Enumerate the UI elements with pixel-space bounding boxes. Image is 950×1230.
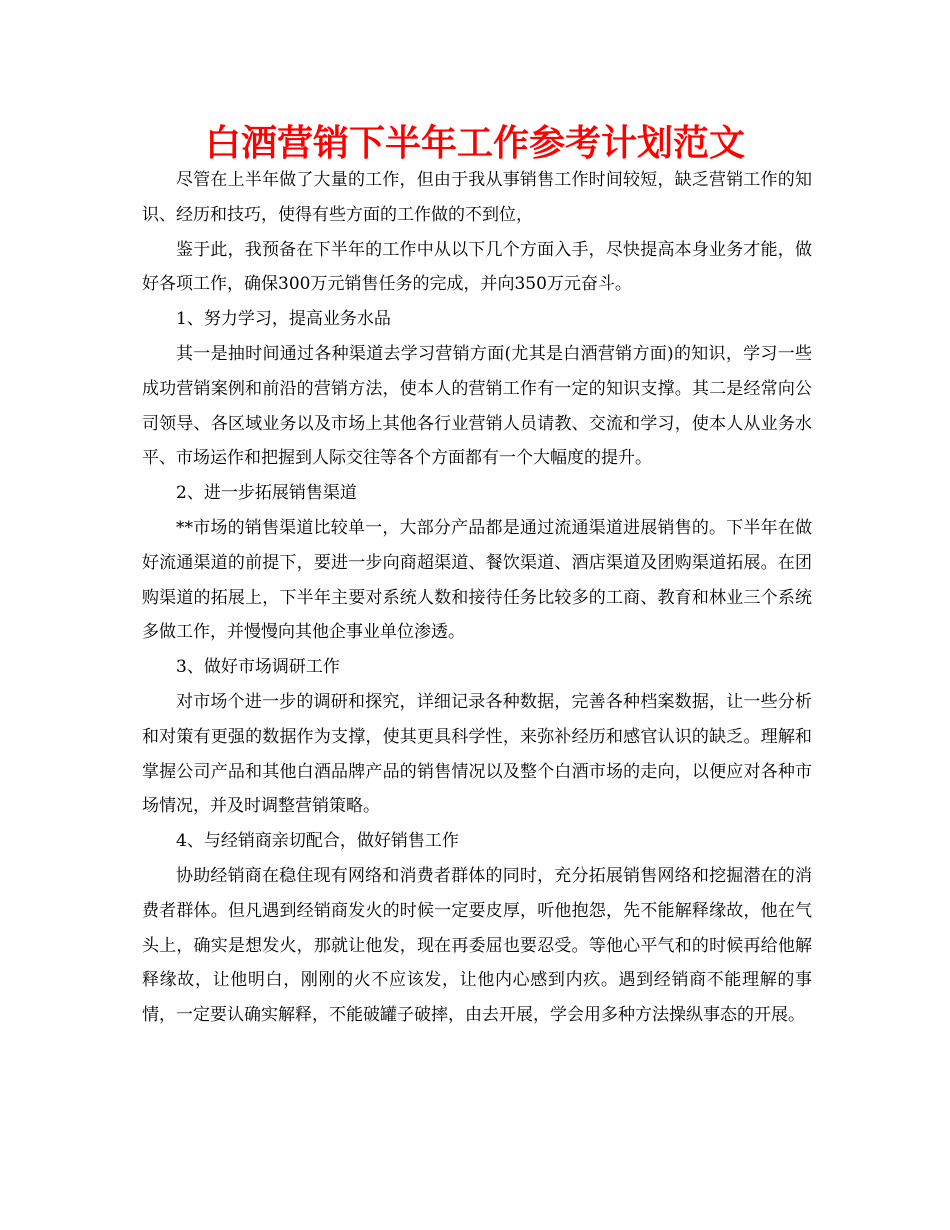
paragraph-section-4: 协助经销商在稳住现有网络和消费者群体的同时，充分拓展销售网络和挖掘潜在的消费者群体。但凡遇到经销商发火的时候一定要皮厚，听他抱怨，先不能解释缘故，他在气头上，确实是想发火，那就让他发，现在再委屈也要忍受。等他心平气和的时候再给他解释缘故，让他明白，刚刚的火不应该发，让他内心感到内疚。遇到经销商不能理解的事情，一定要认确实解释，不能破罐子破摔，由去开展，学会用多种方法操纵事态的开展。 xyxy=(142,865,812,1026)
paragraph-section-3: 对市场个进一步的调研和探究，详细记录各种数据，完善各种档案数据，让一些分析和对策有更强的数据作为支撑，使其更具科学性，来弥补经历和感官认识的缺乏。理解和掌握公司产品和其他白酒品牌产品的销售情况以及整个白酒市场的走向，以便应对各种市场情况，并及时调整营销策略。 xyxy=(142,691,812,817)
section-heading-2: 2、进一步拓展销售渠道 xyxy=(176,483,357,504)
paragraph-goal: 鉴于此，我预备在下半年的工作中从以下几个方面入手，尽快提高本身业务才能，做好各项工作，确保300万元销售任务的完成，并向350万元奋斗。 xyxy=(142,239,812,295)
document-title: 白酒营销下半年工作参考计划范文 xyxy=(204,123,745,164)
document-body xyxy=(142,163,812,1033)
paragraph-section-2: **市场的销售渠道比较单一，大部分产品都是通过流通渠道进展销售的。下半年在做好流通渠道的前提下，要进一步向商超渠道、餐饮渠道、酒店渠道及团购渠道拓展。在团购渠道的拓展上，下半年主要对系统人数和接待任务比较多的工商、教育和林业三个系统多做工作，并慢慢向其他企事业单位渗透。 xyxy=(142,517,812,643)
paragraph-intro: 尽管在上半年做了大量的工作，但由于我从事销售工作时间较短，缺乏营销工作的知识、经历和技巧，使得有些方面的工作做的不到位， xyxy=(142,170,812,225)
section-heading-3: 3、做好市场调研工作 xyxy=(176,657,340,678)
paragraph-section-1: 其一是抽时间通过各种渠道去学习营销方面(尤其是白酒营销方面)的知识，学习一些成功营销案例和前沿的营销方法，使本人的营销工作有一定的知识支撑。其二是经常向公司领导、各区域业务以及市场上其他各行业营销人员请教、交流和学习，使本人从业务水平、市场运作和把握到人际交往等各个方面都有一个大幅度的提升。 xyxy=(142,343,812,469)
section-heading-4: 4、与经销商亲切配合，做好销售工作 xyxy=(176,831,459,852)
section-heading-1: 1、努力学习，提高业务水品 xyxy=(176,309,391,330)
